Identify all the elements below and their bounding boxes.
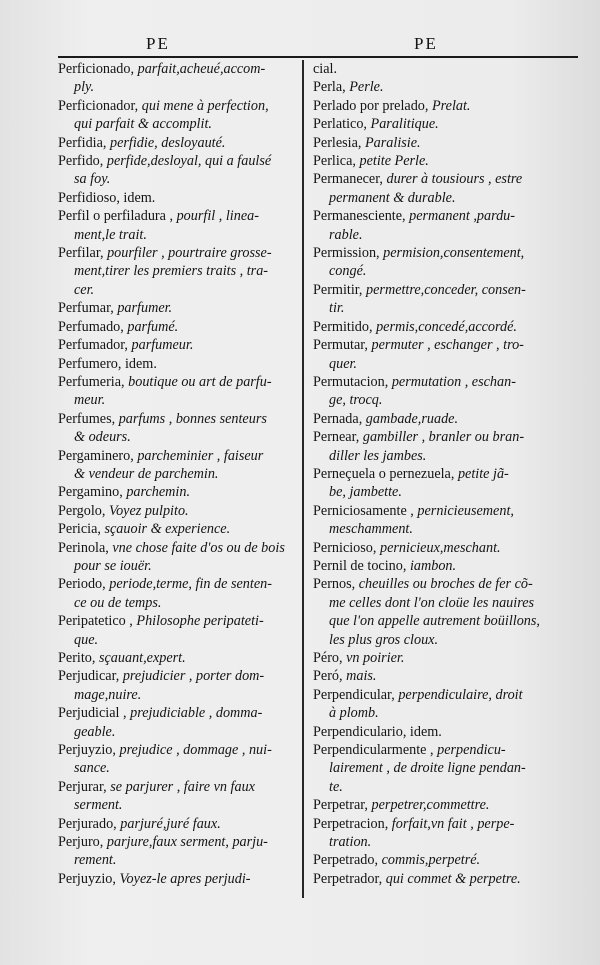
entry-headword: Perpendicularmente , xyxy=(313,742,434,759)
dictionary-entry xyxy=(313,796,573,814)
running-header xyxy=(58,32,578,58)
entry-headword: Perpendiculario, idem. xyxy=(313,723,442,740)
entry-translation: cheuilles ou broches de fer cõ- me celles dont l'on cloüe les nauires que l'on appelle autrement boüillons, les plus gros cloux. xyxy=(329,576,540,648)
entry-translation: parchemin. xyxy=(122,484,191,501)
entry-translation: pourfil , linea- ment,le trait. xyxy=(74,208,259,243)
dictionary-entry xyxy=(58,667,294,704)
entry-headword: Perpetracion, xyxy=(313,815,389,832)
dictionary-entry xyxy=(313,207,573,244)
entry-headword: Perficionador, xyxy=(58,97,139,114)
entry-headword: Perfumeria, xyxy=(58,373,125,390)
dictionary-entry xyxy=(313,170,573,207)
entry-translation: mais. xyxy=(342,668,377,685)
entry-translation: permettre,conceder, consen- tir. xyxy=(329,281,526,317)
entry-translation: sçauoir & experience. xyxy=(100,521,231,538)
entry-translation: forfait,vn fait , perpe- tration. xyxy=(329,815,515,851)
column-divider xyxy=(302,60,304,898)
entry-headword: Perfido, xyxy=(58,153,104,170)
entry-translation: petite jã- be, jambette. xyxy=(329,465,509,501)
dictionary-entry xyxy=(58,741,294,778)
entry-headword: Pergaminero, xyxy=(58,447,134,464)
right-column xyxy=(313,60,573,888)
entry-translation: parcheminier , faiseur & vendeur de parchemin. xyxy=(74,447,264,482)
dictionary-entry xyxy=(58,189,294,207)
entry-headword: Permitido, xyxy=(313,318,373,335)
entry-translation: Prelat. xyxy=(428,97,471,114)
dictionary-entry xyxy=(313,428,573,465)
entry-headword: Péro, xyxy=(313,650,343,666)
entry-headword: Perpendicular, xyxy=(313,686,395,703)
dictionary-entry xyxy=(58,815,294,833)
entry-headword: Pernicioso, xyxy=(313,539,377,556)
entry-headword: Pericia, xyxy=(58,521,101,538)
entry-headword: Perfidia, xyxy=(58,134,107,151)
dictionary-entry xyxy=(58,336,294,354)
entry-headword: Perfumero, idem. xyxy=(58,355,157,372)
entry-headword: Perlado por prelado, xyxy=(313,97,429,114)
entry-translation: vn poirier. xyxy=(342,650,405,666)
entry-headword: Perfilar, xyxy=(58,245,104,262)
dictionary-entry xyxy=(313,686,573,723)
entry-translation: prejudicier , porter dom- mage,nuire. xyxy=(74,668,265,703)
entry-translation: parfums , bonnes senteurs & odeurs. xyxy=(74,410,267,446)
dictionary-entry xyxy=(58,539,294,576)
entry-headword: Perito, xyxy=(58,650,96,666)
entry-translation: pernicieux,meschant. xyxy=(376,539,501,556)
entry-translation: Perle. xyxy=(345,79,384,96)
entry-headword: Perficionado, xyxy=(58,61,135,77)
entry-translation: parjure,faux serment, parju- rement. xyxy=(74,834,268,869)
entry-translation: perfide,desloyal, qui a faulsé sa foy. xyxy=(74,153,272,188)
entry-translation: pernicieusement, meschamment. xyxy=(329,502,514,538)
entry-headword: Perfumes, xyxy=(58,410,116,427)
entry-translation: durer à tousiours , estre permanent & durable. xyxy=(329,171,523,206)
dictionary-entry xyxy=(58,649,294,667)
entry-headword: Perlatico, xyxy=(313,116,367,133)
dictionary-entry xyxy=(58,520,294,538)
entry-headword: Perlesia, xyxy=(313,134,362,151)
dictionary-entry xyxy=(58,207,294,244)
dictionary-entry xyxy=(58,299,294,317)
entry-headword: Perjudicial , xyxy=(58,705,127,722)
entry-headword: Perlica, xyxy=(313,153,356,170)
entry-translation: Philosophe peripateti- que. xyxy=(74,613,264,648)
entry-translation: permision,consentement, congé. xyxy=(329,245,525,280)
entry-headword: cial. xyxy=(313,61,338,77)
header-right-letters: PE xyxy=(414,34,438,53)
entry-headword: Pernos, xyxy=(313,576,356,593)
entry-translation: qui commet & perpetre. xyxy=(382,870,521,887)
entry-translation: permanent ,pardu- rable. xyxy=(329,208,515,243)
dictionary-entry xyxy=(313,649,573,667)
entry-translation: Voyez-le apres perjudi- xyxy=(115,870,251,887)
entry-translation: parfumer. xyxy=(113,300,173,317)
header-left-letters: PE xyxy=(146,34,170,53)
dictionary-entry xyxy=(313,557,573,575)
entry-headword: Perjurado, xyxy=(58,815,117,832)
entry-headword: Perneçuela o pernezuela, xyxy=(313,465,455,482)
entry-headword: Permitir, xyxy=(313,281,363,298)
entry-headword: Perfidioso, idem. xyxy=(58,189,156,206)
dictionary-entry xyxy=(58,575,294,612)
entry-translation: permis,concedé,accordé. xyxy=(372,318,517,335)
dictionary-entry xyxy=(58,483,294,501)
entry-translation: qui mene à perfection, qui parfait & accomplit. xyxy=(74,97,269,133)
entry-translation: parfait,acheué,accom- ply. xyxy=(74,61,266,96)
entry-translation: Voyez pulpito. xyxy=(105,502,189,519)
entry-headword: Perniciosamente , xyxy=(313,502,414,519)
dictionary-entry xyxy=(313,373,573,410)
dictionary-entry xyxy=(58,704,294,741)
dictionary-entry xyxy=(313,318,573,336)
entry-headword: Permission, xyxy=(313,245,380,262)
entry-headword: Permutar, xyxy=(313,337,368,354)
dictionary-entry xyxy=(58,152,294,189)
dictionary-entry xyxy=(313,815,573,852)
left-column xyxy=(58,60,294,888)
entry-translation: prejudiciable , domma- geable. xyxy=(74,705,263,740)
entry-translation: commis,perpetré. xyxy=(378,852,481,869)
entry-headword: Peró, xyxy=(313,668,343,685)
entry-translation: parfumeur. xyxy=(127,337,194,354)
dictionary-entry xyxy=(58,318,294,336)
entry-translation: vne chose faite d'os ou de bois pour se iouër. xyxy=(74,539,285,574)
entry-headword: Perjuyzio, xyxy=(58,870,116,887)
entry-headword: Perjurar, xyxy=(58,778,107,795)
entry-headword: Perpetrado, xyxy=(313,852,379,869)
entry-headword: Perjuro, xyxy=(58,834,104,851)
entry-headword: Pergolo, xyxy=(58,502,106,519)
entry-translation: Paralisie. xyxy=(361,134,421,151)
entry-translation: parjuré,juré faux. xyxy=(116,815,221,832)
entry-translation: gambade,ruade. xyxy=(362,410,459,427)
dictionary-entry xyxy=(313,244,573,281)
entry-translation: pourfiler , pourtraire grosse- ment,tirer les premiers traits , tra- cer. xyxy=(74,245,272,298)
entry-translation: gambiller , branler ou bran- diller les jambes. xyxy=(329,429,525,464)
entry-headword: Perfumado, xyxy=(58,318,124,335)
dictionary-entry xyxy=(313,575,573,649)
entry-translation: se parjurer , faire vn faux serment. xyxy=(74,778,255,814)
entry-headword: Perinola, xyxy=(58,539,109,556)
entry-translation: sçauant,expert. xyxy=(95,650,186,666)
dictionary-entry xyxy=(313,60,573,78)
dictionary-entry xyxy=(313,152,573,170)
entry-translation: permuter , eschanger , tro- quer. xyxy=(329,337,524,372)
entry-headword: Perjuyzio, xyxy=(58,742,116,759)
dictionary-entry xyxy=(58,612,294,649)
dictionary-entry xyxy=(58,244,294,299)
dictionary-entry xyxy=(313,741,573,796)
entry-translation: Paralitique. xyxy=(366,116,439,133)
dictionary-entry xyxy=(313,336,573,373)
dictionary-entry xyxy=(58,355,294,373)
entry-headword: Perfumador, xyxy=(58,337,128,354)
dictionary-entry xyxy=(313,539,573,557)
dictionary-entry xyxy=(313,667,573,685)
entry-translation: perpendiculaire, droit à plomb. xyxy=(329,686,523,722)
entry-translation: prejudice , dommage , nui- sance. xyxy=(74,742,272,777)
entry-translation: parfumé. xyxy=(123,318,179,335)
dictionary-entry xyxy=(58,833,294,870)
entry-translation: perpetrer,commettre. xyxy=(367,797,490,814)
dictionary-entry xyxy=(313,115,573,133)
dictionary-entry xyxy=(58,502,294,520)
dictionary-entry xyxy=(313,851,573,869)
dictionary-entry xyxy=(313,281,573,318)
dictionary-entry xyxy=(313,465,573,502)
entry-translation: petite Perle. xyxy=(355,153,429,170)
dictionary-entry xyxy=(313,723,573,741)
entry-headword: Perfil o perfiladura , xyxy=(58,208,174,225)
dictionary-entry xyxy=(58,134,294,152)
entry-translation: periode,terme, fin de senten- ce ou de temps. xyxy=(74,576,272,611)
entry-headword: Pernil de tocino, xyxy=(313,557,407,574)
entry-headword: Perpetrador, xyxy=(313,870,383,887)
entry-translation: perfidie, desloyauté. xyxy=(106,134,226,151)
entry-headword: Perjudicar, xyxy=(58,668,120,685)
entry-headword: Perpetrar, xyxy=(313,797,368,814)
entry-headword: Pernear, xyxy=(313,429,360,446)
entry-headword: Perfumar, xyxy=(58,300,114,317)
entry-translation: iambon. xyxy=(406,557,457,574)
dictionary-entry xyxy=(58,447,294,484)
entry-translation: perpendicu- lairement , de droite ligne pendan- te. xyxy=(329,742,526,795)
dictionary-entry xyxy=(313,410,573,428)
entry-headword: Permutacion, xyxy=(313,373,389,390)
entry-headword: Permanesciente, xyxy=(313,208,406,225)
dictionary-entry xyxy=(313,78,573,96)
entry-translation: boutique ou art de parfu- meur. xyxy=(74,373,272,409)
entry-headword: Periodo, xyxy=(58,576,106,593)
entry-translation: permutation , eschan- ge, trocq. xyxy=(329,373,516,409)
dictionary-entry xyxy=(58,778,294,815)
entry-headword: Permanecer, xyxy=(313,171,383,188)
dictionary-entry xyxy=(58,870,294,888)
dictionary-entry xyxy=(58,410,294,447)
entry-headword: Pergamino, xyxy=(58,484,123,501)
dictionary-entry xyxy=(58,373,294,410)
dictionary-entry xyxy=(313,134,573,152)
dictionary-entry xyxy=(58,60,294,97)
entry-headword: Pernada, xyxy=(313,410,363,427)
dictionary-entry xyxy=(58,97,294,134)
dictionary-entry xyxy=(313,870,573,888)
entry-headword: Perla, xyxy=(313,79,346,96)
dictionary-entry xyxy=(313,97,573,115)
dictionary-entry xyxy=(313,502,573,539)
entry-headword: Peripatetico , xyxy=(58,613,133,630)
